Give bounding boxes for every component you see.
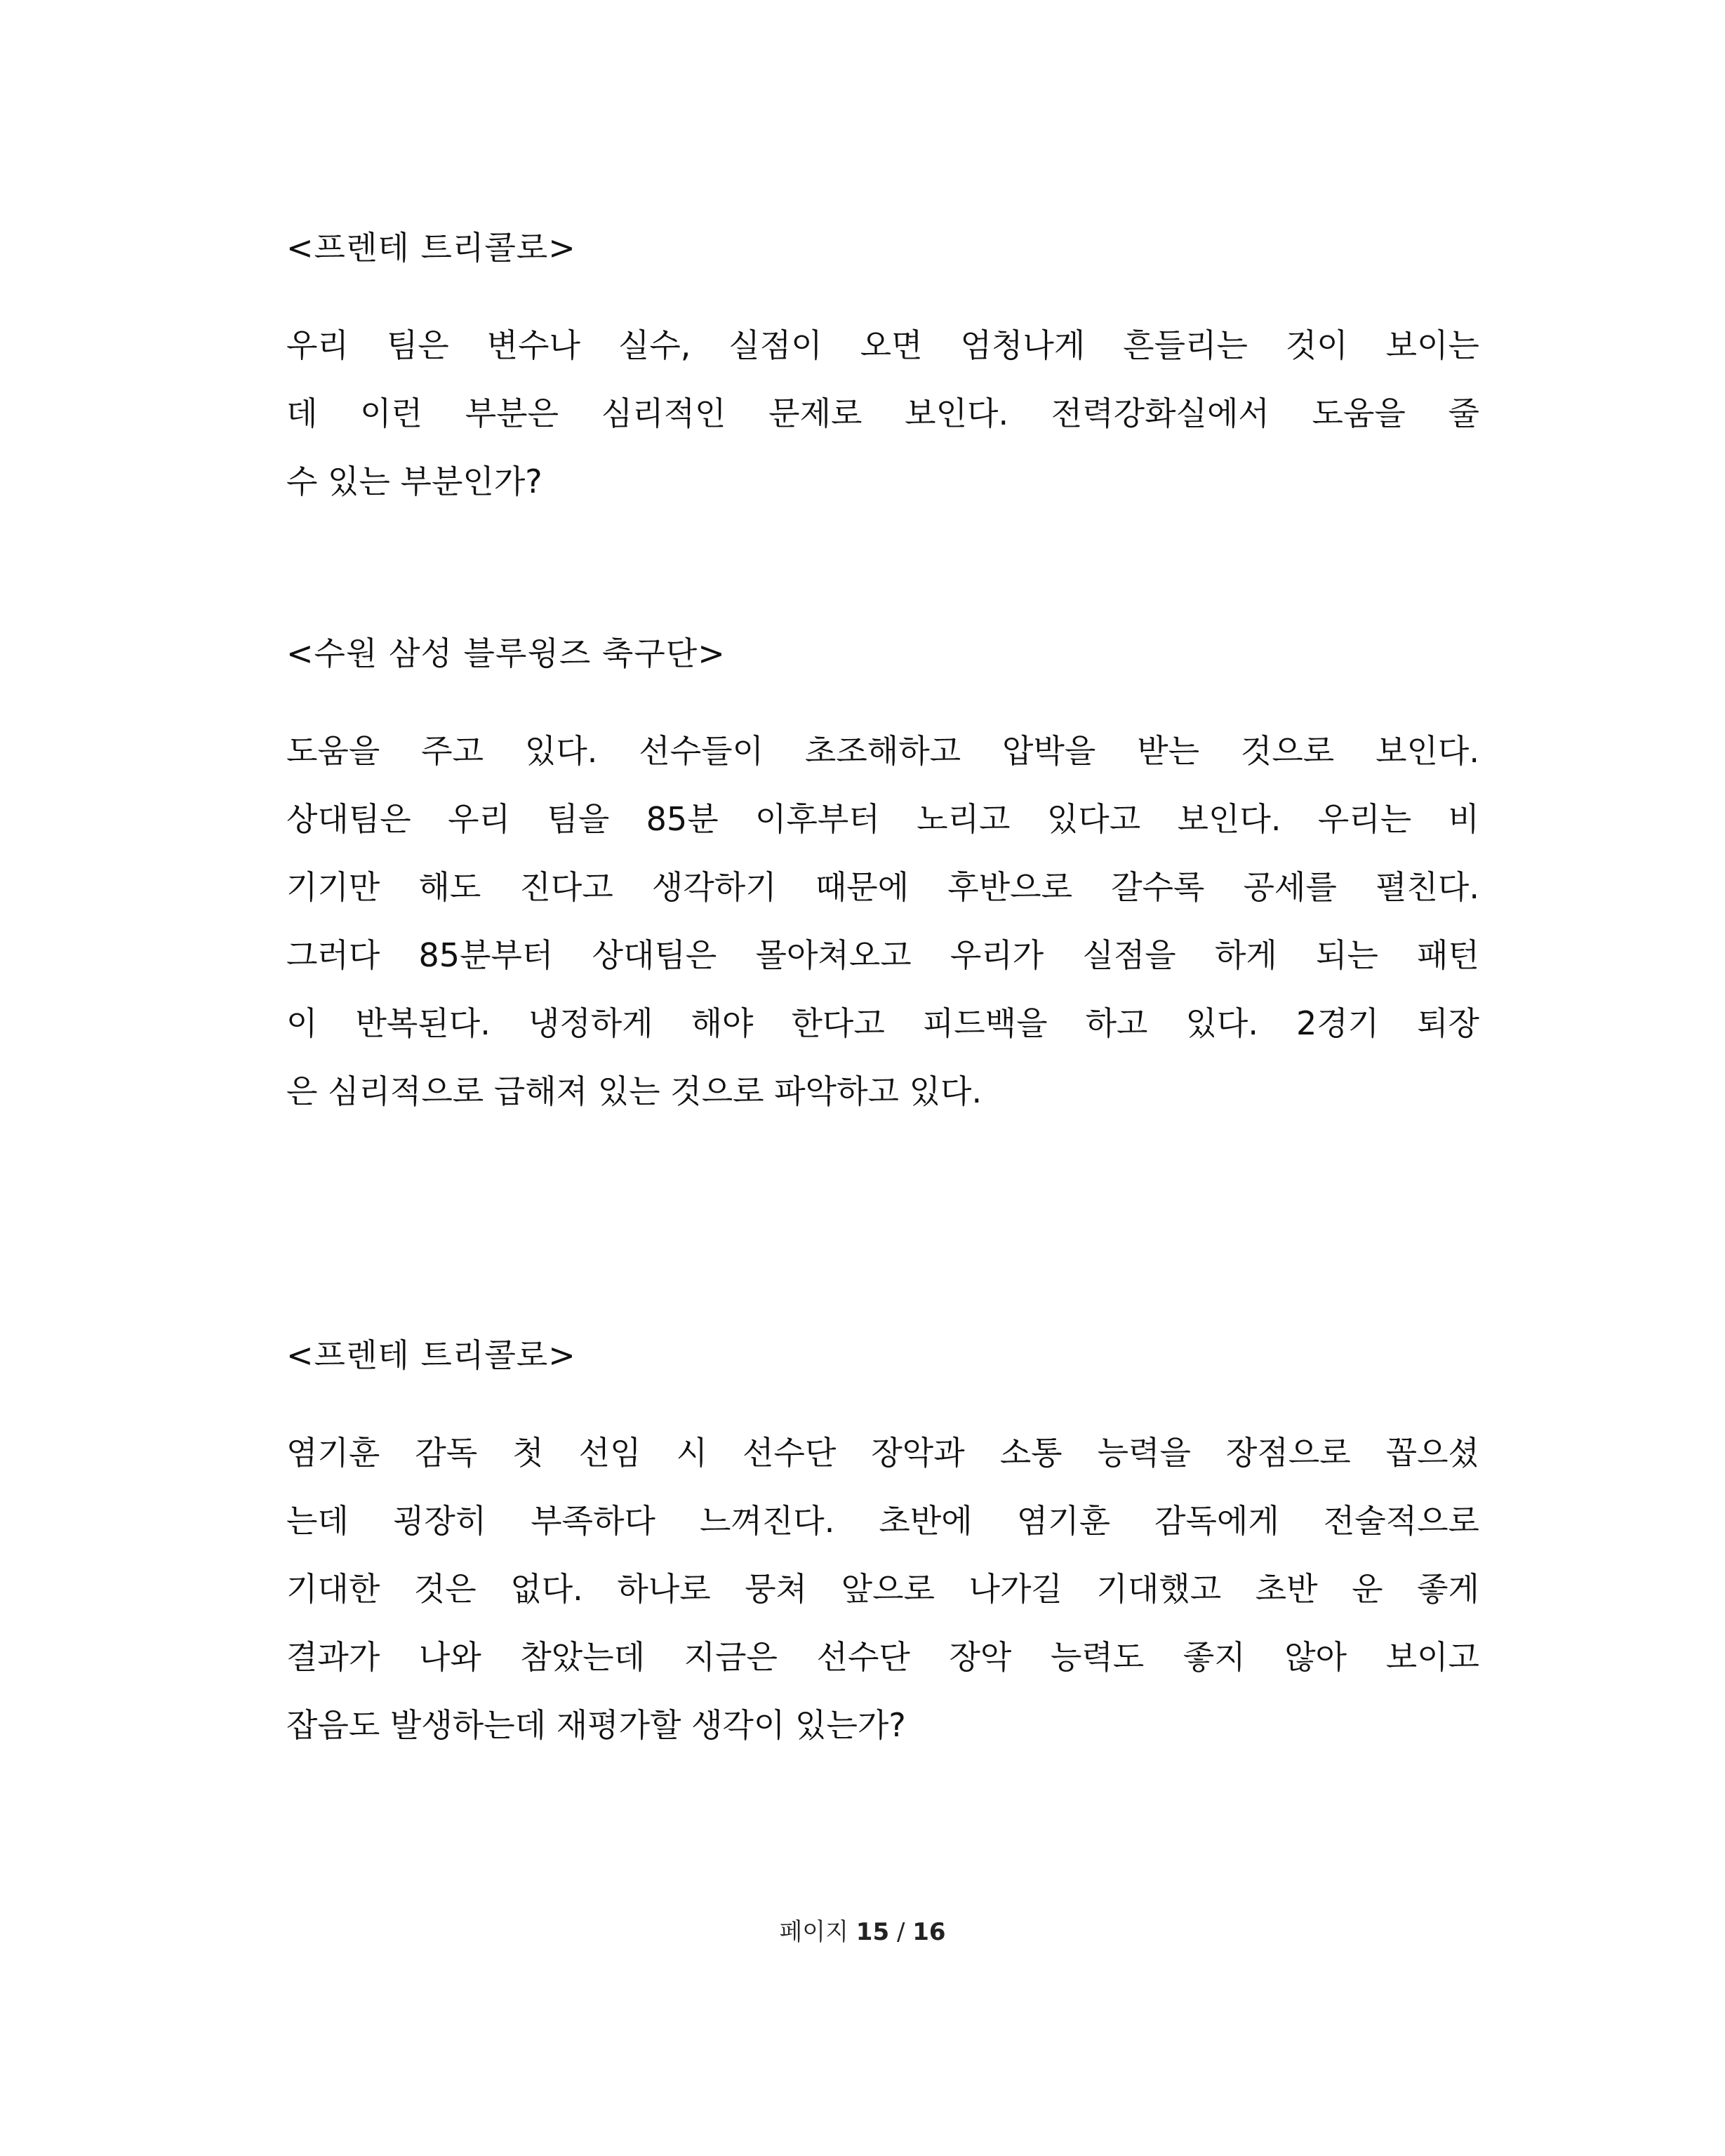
section-2 [286,632,1479,1126]
body-line: 기대한 것은 없다. 하나로 뭉쳐 앞으로 나가길 기대했고 초반 운 좋게 [286,1570,1479,1608]
total-page-number: 16 [912,1918,946,1946]
section-heading: <수원 삼성 블루윙즈 축구단> [286,634,726,672]
page-footer [0,1916,1725,1948]
body-line: 결과가 나와 참았는데 지금은 선수단 장악 능력도 좋지 않아 보이고 [286,1638,1479,1676]
body-line: 상대팀은 우리 팀을 85분 이후부터 노리고 있다고 보인다. 우리는 비 [286,800,1479,838]
section-body [286,717,1479,1126]
body-line: 은 심리적으로 급해져 있는 것으로 파악하고 있다. [286,1072,983,1110]
body-line: 그러다 85분부터 상대팀은 몰아쳐오고 우리가 실점을 하게 되는 패턴 [286,936,1479,974]
body-line: 염기훈 감독 첫 선임 시 선수단 장악과 소통 능력을 장점으로 꼽으셨 [286,1434,1479,1472]
body-line: 기기만 해도 진다고 생각하기 때문에 후반으로 갈수록 공세를 펼친다. [286,868,1479,906]
body-line: 수 있는 부분인가? [286,463,542,500]
current-page-number: 15 [855,1918,890,1946]
body-line: 잡음도 발생하는데 재평가할 생각이 있는가? [286,1706,906,1744]
page-label: 페이지 [779,1918,848,1946]
body-line: 우리 팀은 변수나 실수, 실점이 오면 엄청나게 흔들리는 것이 보이는 [286,326,1479,364]
section-heading: <프렌테 트리콜로> [286,229,576,267]
section-body [286,1419,1479,1759]
body-line: 이 반복된다. 냉정하게 해야 한다고 피드백을 하고 있다. 2경기 퇴장 [286,1004,1479,1042]
page-separator: / [896,1918,905,1946]
section-body [286,312,1479,516]
section-3 [286,1333,1479,1759]
body-line: 는데 굉장히 부족하다 느껴진다. 초반에 염기훈 감독에게 전술적으로 [286,1502,1479,1540]
section-1 [286,226,1479,516]
section-heading: <프렌테 트리콜로> [286,1336,576,1374]
body-line: 도움을 주고 있다. 선수들이 초조해하고 압박을 받는 것으로 보인다. [286,732,1479,770]
body-line: 데 이런 부분은 심리적인 문제로 보인다. 전력강화실에서 도움을 줄 [286,394,1479,432]
